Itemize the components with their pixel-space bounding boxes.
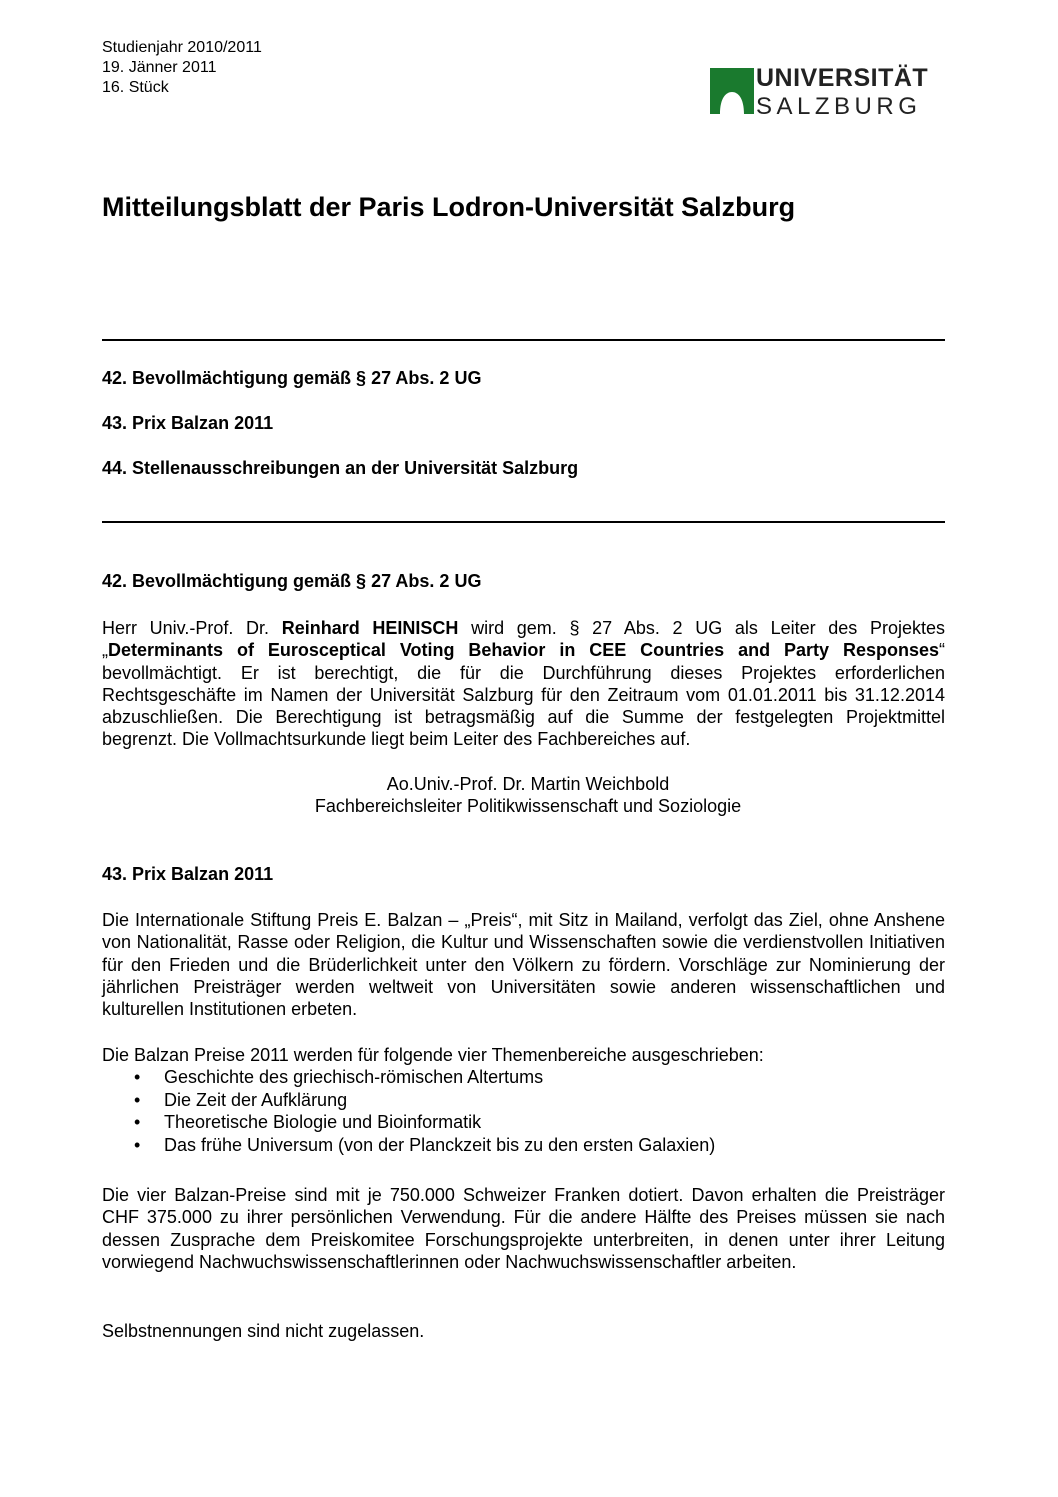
toc-item-44: 44. Stellenausschreibungen an der Universität Salzburg: [102, 458, 579, 478]
section-43-para-1: Die Internationale Stiftung Preis E. Balzan – „Preis“, mit Sitz in Mailand, verfolgt das Ziel, ohne Anshene von Nationalität, Rasse oder Religion, die Kultur und Wissenschaften sowie die verdienstvollen Initiativen für den Frieden und die Brüderlichkeit unter den Völkern zu fördern. Vorschläge zur Nominierung der jährlichen Preisträger werden weltweit von Universitäten sowie anderen wissenschaftlichen und kulturellen Institutionen erbeten.: [102, 910, 945, 1020]
signature-role: Fachbereichsleiter Politikwissenschaft und Soziologie: [314, 796, 742, 816]
logo-line-1: UNIVERSITÄT: [756, 64, 929, 92]
body-text: Herr Univ.-Prof. Dr.: [102, 618, 282, 638]
section-43-para-3: Die vier Balzan-Preise sind mit je 750.000 Schweizer Franken dotiert. Davon erhalten die Preisträger CHF 375.000 zu ihrer persönlichen Verwendung. Für die andere Hälfte des Preises müssen sie nach dessen Zusprache dem Preiskomitee Forschungsprojekte unterbreiten, in denen unter ihrer Leitung vorwiegend Nachwuchswissenschaftlerinnen oder Nachwuchswissenschaftler arbeiten.: [102, 1185, 945, 1272]
body-text: “ bevollmächtigt. Er ist berechtigt, die für die Durchführung dieses Projektes erforderlichen Rechtsgeschäfte im Namen der Universität Salzburg für den Zeitraum vom 01.01.2011 bis 31.12.2014 abzuschließen. Die Berechtigung ist betragsmäßig auf die Summe der festgelegten Projektmittel begrenzt. Die Vollmachtsurkunde liegt beim Leiter des Fachbereiches auf.: [102, 640, 945, 750]
list-item: • Das frühe Universum (von der Planckzeit bis zu den ersten Galaxien): [102, 1134, 715, 1157]
issue-date: 19. Jänner 2011: [102, 59, 217, 76]
section-43-para-2: Die Balzan Preise 2011 werden für folgende vier Themenbereiche ausgeschrieben:: [102, 1045, 764, 1065]
section-43-para-4: Selbstnennungen sind nicht zugelassen.: [102, 1321, 425, 1341]
toc-item-43: 43. Prix Balzan 2011: [102, 413, 274, 433]
signature-name: Ao.Univ.-Prof. Dr. Martin Weichbold: [386, 774, 670, 794]
document-meta: [102, 38, 262, 98]
signature-block: [102, 773, 954, 817]
academic-year: Studienjahr 2010/2011: [102, 39, 262, 56]
page-title: Mitteilungsblatt der Paris Lodron-Universität Salzburg: [102, 192, 796, 222]
divider-top: [102, 339, 945, 341]
project-title: Determinants of Eurosceptical Voting Behavior in CEE Countries and Party Responses: [108, 640, 939, 661]
divider-bottom: [102, 521, 945, 523]
body-text: wird gem. § 27 Abs. 2 UG als Leiter des Projektes „: [102, 618, 945, 661]
toc-item-42: 42. Bevollmächtigung gemäß § 27 Abs. 2 UG: [102, 368, 482, 388]
section-42-body: [102, 617, 945, 751]
university-logo: [710, 64, 929, 122]
person-name: Reinhard HEINISCH: [281, 618, 459, 638]
section-42-heading: 42. Bevollmächtigung gemäß § 27 Abs. 2 UG: [102, 571, 482, 591]
list-item: • Die Zeit der Aufklärung: [102, 1089, 715, 1112]
section-43-heading: 43. Prix Balzan 2011: [102, 864, 274, 884]
topic-list: [102, 1066, 715, 1156]
logo-line-2: SALZBURG: [756, 93, 922, 120]
list-item: • Theoretische Biologie und Bioinformatik: [102, 1111, 715, 1134]
university-logo-mark: [710, 68, 754, 114]
list-item: • Geschichte des griechisch-römischen Altertums: [102, 1066, 715, 1089]
issue-number: 16. Stück: [102, 79, 169, 96]
